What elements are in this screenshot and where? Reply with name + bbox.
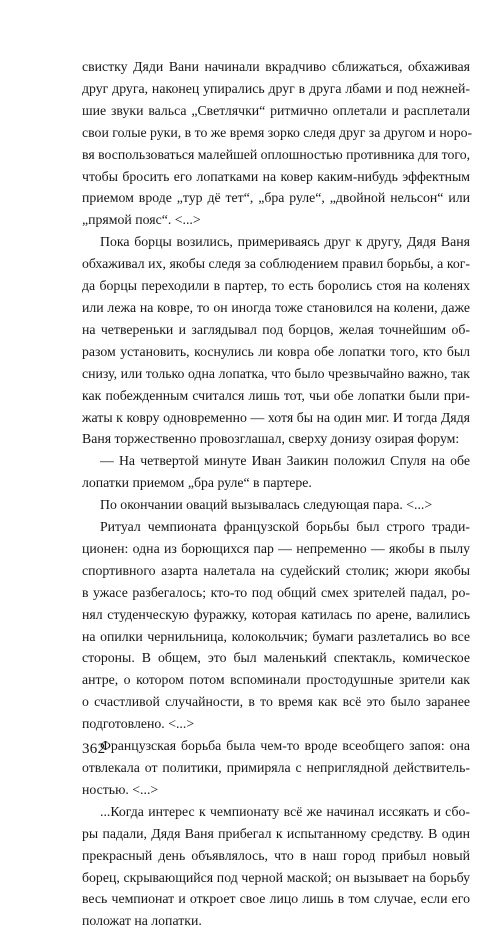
- text-line: лопатки приемом „бра руле“ в партере.: [82, 475, 312, 491]
- paragraph: [82, 56, 473, 231]
- page-number: 362: [82, 741, 106, 757]
- text-line: „прямой пояс“. <...>: [82, 212, 201, 228]
- text-line: о счастливой случайности, в то время как всё это было заранее: [82, 694, 470, 710]
- text-line: жаты к ковру одновременно — хотя бы на один миг. И тогда Дядя: [82, 409, 470, 425]
- text-line: отвлекала от политики, примиряла с неприглядной действитель-: [82, 760, 470, 775]
- text-line: — На четвертой минуте Иван Заикин положил Спуля на обе: [100, 453, 470, 469]
- text-line: Ваня торжественно провозглашал, сверху донизу озирая форум:: [82, 431, 460, 447]
- paragraph: [82, 735, 470, 801]
- text-line: Французская борьба была чем-то вроде всеобщего запоя: она: [100, 738, 470, 754]
- text-line: свои голые руки, в то же время зорко следя друг за другом и норо-: [82, 124, 473, 140]
- text-line: По окончании оваций вызывалась следующая пара. <...>: [100, 497, 433, 513]
- paragraph: [82, 516, 470, 735]
- text-line: снизу, или только одна лопатка, что было чрезвычайно важно, так: [82, 365, 470, 381]
- text-line: ...Когда интерес к чемпионату всё же начинал иссякать и сбо-: [100, 803, 470, 819]
- text-line: в ужасе разбегалось; кто-то под общий смех зрителей падал, ро-: [82, 584, 470, 600]
- text-line: как побежденным считался лишь тот, чьи обе лопатки были при-: [82, 387, 470, 403]
- paragraph: [82, 494, 470, 516]
- text-line: положат на лопатки.: [82, 913, 202, 929]
- text-line: да борцы переходили в партер, то есть боролись стоя на коленях: [82, 278, 470, 294]
- page-body: [82, 56, 473, 932]
- text-line: шие звуки вальса „Светлячки“ ритмично оплетали и расплетали: [82, 102, 470, 118]
- text-line: спортивного азарта налетала на судейский столик; жюри якобы: [82, 562, 470, 578]
- text-line: приемом вроде „тур дё тет“, „бра руле“, „двойной нельсон“ или: [82, 190, 470, 206]
- text-line: вя воспользоваться малейшей оплошностью противника для того,: [82, 146, 471, 162]
- text-line: на опилки чернильница, колокольчик; бумаги разлетались во все: [82, 628, 470, 644]
- text-line: весь чемпионат и откроет свое лицо лишь в том случае, если его: [82, 891, 470, 907]
- text-line: ностью. <...>: [82, 781, 159, 797]
- text-line: Пока борцы возились, примериваясь друг к другу, Дядя Ваня: [100, 234, 470, 250]
- text-line: антре, о котором потом вспоминали простодушные зрители как: [82, 672, 470, 688]
- text-line: или лежа на ковре, то он иногда тоже становился на колени, даже: [82, 299, 470, 315]
- paragraph: [82, 801, 470, 932]
- text-line: нял студенческую фуражку, которая катилась по арене, валились: [82, 606, 470, 622]
- paragraph: [82, 231, 470, 450]
- text-line: на четвереньки и заглядывал под борцов, желая точнейшим об-: [82, 321, 470, 337]
- text-line: обхаживал их, якобы следя за соблюдением правил борьбы, а ког-: [82, 256, 470, 272]
- text-line: подготовлено. <...>: [82, 716, 195, 732]
- text-line: борец, скрывающийся под черной маской; он вызывает на борьбу: [82, 869, 470, 885]
- paragraph: [82, 450, 470, 494]
- text-line: свистку Дяди Вани начинали вкрадчиво сближаться, обхаживая: [82, 59, 470, 74]
- text-line: друг друга, наконец упирались друг в друга лбами и под нежней-: [82, 80, 470, 96]
- text-line: ционен: одна из борющихся пар — непременно — якобы в пылу: [82, 540, 470, 556]
- text-line: чтобы бросить его лопатками на ковер каким-нибудь эффектным: [82, 168, 470, 184]
- text-line: Ритуал чемпионата французской борьбы был строго тради-: [100, 519, 470, 535]
- text-line: стороны. В общем, это был маленький спектакль, комическое: [82, 650, 470, 666]
- text-line: прекрасный день объявлялось, что в наш город прибыл новый: [82, 847, 470, 863]
- text-line: разом установить, коснулись ли ковра обе лопатки того, кто был: [82, 343, 470, 359]
- text-line: ры падали, Дядя Ваня прибегал к испытанному средству. В один: [82, 825, 470, 841]
